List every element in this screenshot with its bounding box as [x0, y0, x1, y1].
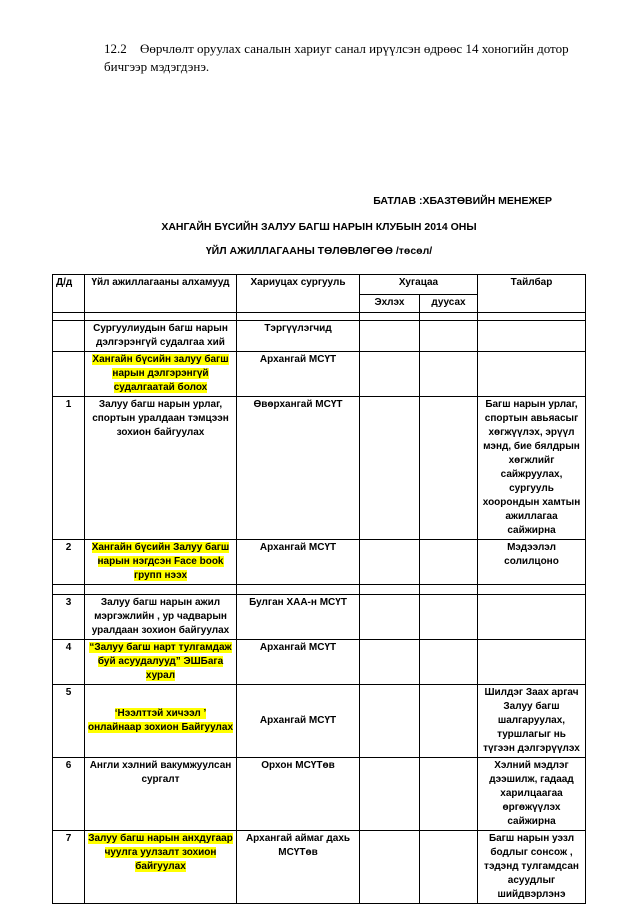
row-num: [53, 321, 85, 352]
highlighted-text: ‘Нээлттэй хичээл ’ онлайнаар зохион Байгуулах: [88, 708, 234, 733]
paragraph-number: 12.2: [104, 41, 127, 56]
table-row: [53, 321, 586, 352]
row-activity: [85, 352, 237, 397]
paragraph-12-2: [104, 40, 574, 76]
row-activity: [85, 831, 237, 904]
table-row: [53, 758, 586, 831]
row-note: [478, 352, 586, 397]
row-note: Багш нарын уэзл бодлыг сонсож , тэдэнд тулгамдсан асуудлыг шийдвэрлэнэ: [478, 831, 586, 904]
row-activity: [85, 640, 237, 685]
table-row: [53, 685, 586, 758]
row-note: Шилдэг Заах аргач Залуу багш шалгаруулах, туршлагыг нь түгээн дэлгэрүүлэх: [478, 685, 586, 758]
row-responsible: Өвөрхангай МСҮТ: [237, 397, 360, 540]
row-note: [478, 595, 586, 640]
table-row: [53, 595, 586, 640]
header-responsible: Хариуцах сургууль: [237, 275, 360, 313]
activity-plan-table: [52, 274, 586, 904]
highlighted-text: “Залуу багш нарт тулгамдаж буй асуудалууд” ЭШБага хурал: [89, 642, 232, 681]
row-note: [478, 640, 586, 685]
row-responsible: Орхон МСҮТөв: [237, 758, 360, 831]
row-num: [53, 352, 85, 397]
row-responsible: Архангай МСҮТ: [237, 640, 360, 685]
row-responsible: Булган ХАА-н МСҮТ: [237, 595, 360, 640]
table-row: [53, 640, 586, 685]
row-note: Багш нарын урлаг, спортын авьяасыг хөгжүүлэх, эрүүл мэнд, бие бялдрын хөгжлийг сайжруулах, сургууль хоорондын хамтын ажиллагаа сайжирна: [478, 397, 586, 540]
table-spacer-row: [53, 313, 586, 321]
row-activity: [85, 685, 237, 758]
row-note: Мэдээлэл солилцоно: [478, 540, 586, 585]
table-spacer-row: [53, 585, 586, 595]
header-activity: Үйл ажиллагааны алхамууд: [85, 275, 237, 313]
row-num: 6: [53, 758, 85, 831]
row-activity: [85, 540, 237, 585]
highlighted-text: Хангайн бүсийн Залуу багш нарын нэгдсэн Face book групп нээх: [91, 542, 230, 581]
row-num: 4: [53, 640, 85, 685]
row-note: Хэлний мэдлэг дээшилж, гадаад харилцаагаа өргөжүүлэх сайжирна: [478, 758, 586, 831]
row-num: 5: [53, 685, 85, 758]
header-timeline: Хугацаа: [360, 275, 478, 295]
row-num: 7: [53, 831, 85, 904]
table-row: [53, 540, 586, 585]
table-row: [53, 352, 586, 397]
row-note: [478, 321, 586, 352]
row-activity: Сургуулиудын багш нарын дэлгэрэнгүй судалгаа хий: [85, 321, 237, 352]
highlighted-text: Залуу багш нарын анхдугаар чуулга уулзалт зохион байгуулах: [88, 833, 233, 872]
row-responsible: Архангай МСҮТ: [237, 352, 360, 397]
document-title-line2: ҮЙЛ АЖИЛЛАГААНЫ ТӨЛӨВЛӨГӨӨ /төсөл/: [205, 245, 433, 257]
row-num: 3: [53, 595, 85, 640]
paragraph-text: Өөрчлөлт оруулах саналын хариуг санал ирүүлсэн өдрөөс 14 хоногийн дотор бичгээр мэдэгдэнэ.: [104, 41, 569, 74]
row-responsible: Архангай МСҮТ: [237, 685, 360, 758]
table-header-row: [53, 275, 586, 295]
table-row: [53, 831, 586, 904]
row-responsible: Тэргүүлэгчид: [237, 321, 360, 352]
table-row: [53, 397, 586, 540]
header-end: дуусах: [420, 295, 478, 313]
row-activity: Залуу багш нарын ажил мэргэжлийн , ур чадварын уралдаан зохион байгуулах: [85, 595, 237, 640]
highlighted-text: Хангайн бүсийн залуу багш нарын дэлгэрэнгүй судалгаатай болох: [92, 354, 229, 393]
header-note: Тайлбар: [478, 275, 586, 313]
row-activity: Залуу багш нарын урлаг, спортын уралдаан тэмцээн зохион байгуулах: [85, 397, 237, 540]
approval-line: БАТЛАВ :ХБАЗТӨВИЙН МЕНЕЖЕР: [373, 195, 552, 207]
row-num: 2: [53, 540, 85, 585]
row-activity: Англи хэлний вакумжуулсан сургалт: [85, 758, 237, 831]
header-num: Д/д: [53, 275, 85, 313]
document-title-line1: ХАНГАЙН БҮСИЙН ЗАЛУУ БАГШ НАРЫН КЛУБЫН 2014 ОНЫ: [161, 221, 477, 233]
row-num: 1: [53, 397, 85, 540]
header-start: Эхлэх: [360, 295, 420, 313]
row-responsible: Архангай МСҮТ: [237, 540, 360, 585]
row-responsible: Архангай аймаг дахь МСҮТөв: [237, 831, 360, 904]
